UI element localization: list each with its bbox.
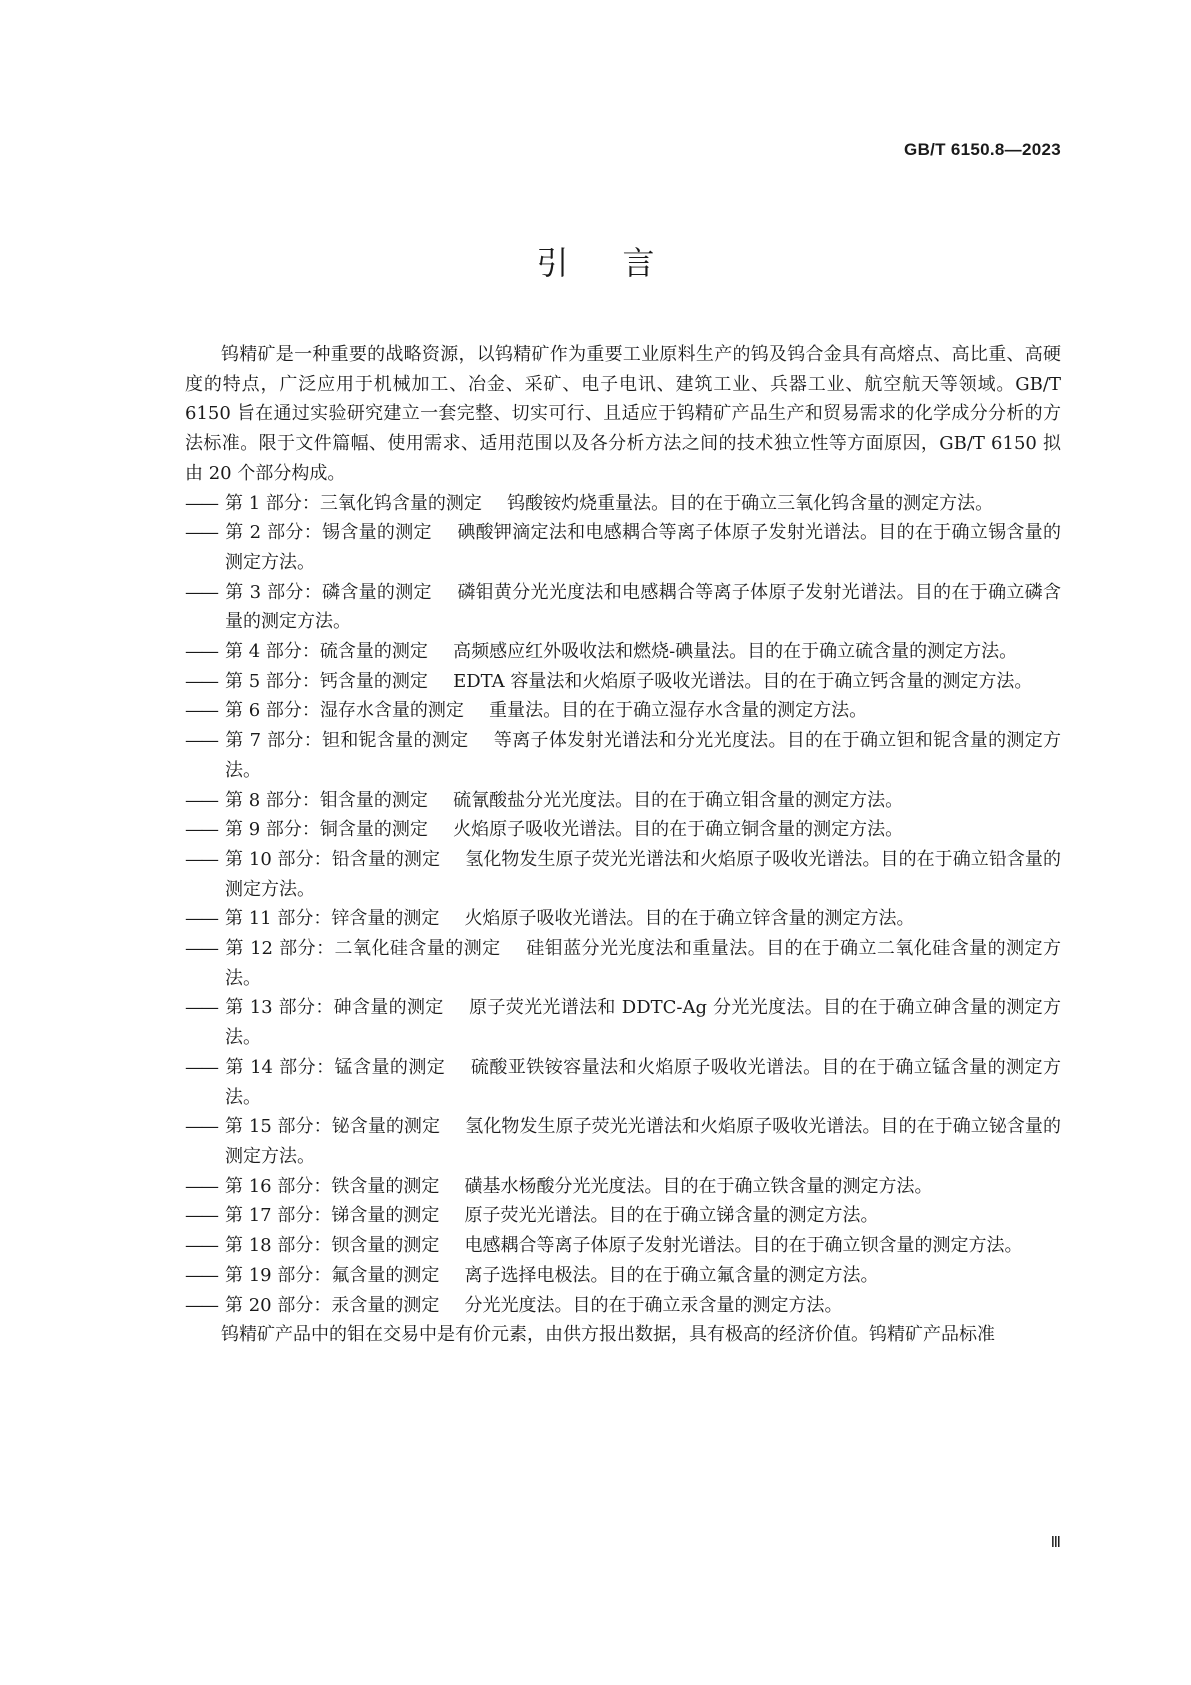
part-method: 等离子体发射光谱法和分光光度法。目的在于确立钽和铌含量的测定方法。 bbox=[225, 730, 1061, 781]
part-heading: 第 9 部分：铜含量的测定 bbox=[225, 819, 428, 841]
dash-marker: —— bbox=[185, 997, 217, 1019]
part-method: 氢化物发生原子荧光光谱法和火焰原子吸收光谱法。目的在于确立铋含量的测定方法。 bbox=[225, 1116, 1061, 1167]
dash-marker: —— bbox=[185, 789, 217, 811]
part-method: 原子荧光光谱法。目的在于确立锑含量的测定方法。 bbox=[464, 1205, 879, 1227]
part-method: 火焰原子吸收光谱法。目的在于确立锌含量的测定方法。 bbox=[464, 908, 915, 930]
part-heading: 第 13 部分：砷含量的测定 bbox=[225, 997, 444, 1019]
dash-marker: —— bbox=[185, 670, 217, 692]
part-item bbox=[185, 786, 1061, 816]
part-heading: 第 19 部分：氟含量的测定 bbox=[225, 1264, 440, 1286]
part-item bbox=[185, 1261, 1061, 1291]
part-method: 离子选择电极法。目的在于确立氟含量的测定方法。 bbox=[464, 1264, 879, 1286]
dash-marker: —— bbox=[185, 1264, 217, 1286]
document-body bbox=[185, 340, 1061, 1350]
part-heading: 第 18 部分：钡含量的测定 bbox=[225, 1235, 440, 1257]
part-item bbox=[185, 1201, 1061, 1231]
part-item bbox=[185, 1112, 1061, 1171]
dash-marker: —— bbox=[185, 1294, 217, 1316]
part-heading: 第 11 部分：锌含量的测定 bbox=[225, 908, 440, 930]
dash-marker: —— bbox=[185, 1175, 217, 1197]
part-heading: 第 3 部分：磷含量的测定 bbox=[225, 581, 432, 603]
dash-marker: —— bbox=[185, 522, 217, 544]
dash-marker: —— bbox=[185, 938, 217, 960]
part-method: 磺基水杨酸分光光度法。目的在于确立铁含量的测定方法。 bbox=[464, 1175, 933, 1197]
part-heading: 第 15 部分：铋含量的测定 bbox=[225, 1116, 441, 1138]
part-item bbox=[185, 993, 1061, 1052]
dash-marker: —— bbox=[185, 641, 217, 663]
part-item bbox=[185, 667, 1061, 697]
dash-marker: —— bbox=[185, 1205, 217, 1227]
dash-marker: —— bbox=[185, 1116, 217, 1138]
part-method: 火焰原子吸收光谱法。目的在于确立铜含量的测定方法。 bbox=[453, 819, 904, 841]
part-heading: 第 7 部分：钽和铌含量的测定 bbox=[225, 730, 469, 752]
part-method: 硫氰酸盐分光光度法。目的在于确立钼含量的测定方法。 bbox=[453, 789, 904, 811]
part-method: 重量法。目的在于确立湿存水含量的测定方法。 bbox=[489, 700, 868, 722]
part-method: EDTA 容量法和火焰原子吸收光谱法。目的在于确立钙含量的测定方法。 bbox=[453, 670, 1033, 692]
part-method: 原子荧光光谱法和 DDTC-Ag 分光光度法。目的在于确立砷含量的测定方法。 bbox=[225, 997, 1061, 1049]
page-number: Ⅲ bbox=[1050, 1533, 1061, 1551]
part-heading: 第 20 部分：汞含量的测定 bbox=[225, 1294, 440, 1316]
dash-marker: —— bbox=[185, 700, 217, 722]
dash-marker: —— bbox=[185, 1235, 217, 1257]
part-item bbox=[185, 637, 1061, 667]
part-item bbox=[185, 845, 1061, 904]
part-method: 分光光度法。目的在于确立汞含量的测定方法。 bbox=[464, 1294, 843, 1316]
dash-marker: —— bbox=[185, 581, 217, 603]
part-item bbox=[185, 696, 1061, 726]
part-item bbox=[185, 1231, 1061, 1261]
part-method: 钨酸铵灼烧重量法。目的在于确立三氧化钨含量的测定方法。 bbox=[507, 492, 994, 514]
part-method: 磷钼黄分光光度法和电感耦合等离子体原子发射光谱法。目的在于确立磷含量的测定方法。 bbox=[225, 581, 1061, 633]
dash-marker: —— bbox=[185, 492, 217, 514]
part-heading: 第 6 部分：湿存水含量的测定 bbox=[225, 700, 464, 722]
dash-marker: —— bbox=[185, 848, 217, 870]
part-item bbox=[185, 815, 1061, 845]
part-heading: 第 5 部分：钙含量的测定 bbox=[225, 670, 428, 692]
part-heading: 第 8 部分：钼含量的测定 bbox=[225, 789, 428, 811]
part-heading: 第 4 部分：硫含量的测定 bbox=[225, 641, 428, 663]
part-method: 氢化物发生原子荧光光谱法和火焰原子吸收光谱法。目的在于确立铅含量的测定方法。 bbox=[225, 848, 1061, 900]
dash-marker: —— bbox=[185, 819, 217, 841]
parts-list bbox=[185, 489, 1061, 1321]
page-title: 引言 bbox=[536, 244, 709, 282]
dash-marker: —— bbox=[185, 730, 217, 752]
part-method: 高频感应红外吸收法和燃烧-碘量法。目的在于确立硫含量的测定方法。 bbox=[453, 641, 1018, 663]
part-item bbox=[185, 1291, 1061, 1321]
part-item bbox=[185, 1172, 1061, 1202]
part-method: 电感耦合等离子体原子发射光谱法。目的在于确立钡含量的测定方法。 bbox=[464, 1235, 1023, 1257]
document-code: GB/T 6150.8—2023 bbox=[904, 140, 1061, 159]
part-item bbox=[185, 489, 1061, 519]
part-heading: 第 16 部分：铁含量的测定 bbox=[225, 1175, 440, 1197]
dash-marker: —— bbox=[185, 908, 217, 930]
part-item bbox=[185, 518, 1061, 577]
dash-marker: —— bbox=[185, 1056, 217, 1078]
closing-paragraph: 钨精矿产品中的钼在交易中是有价元素，由供方报出数据，具有极高的经济价值。钨精矿产品标准 bbox=[221, 1324, 995, 1346]
part-item bbox=[185, 1053, 1061, 1112]
part-method: 硅钼蓝分光光度法和重量法。目的在于确立二氧化硅含量的测定方法。 bbox=[225, 938, 1061, 989]
part-heading: 第 2 部分：锡含量的测定 bbox=[225, 522, 432, 544]
intro-paragraph: 钨精矿是一种重要的战略资源，以钨精矿作为重要工业原料生产的钨及钨合金具有高熔点、高比重、高硬度的特点，广泛应用于机械加工、冶金、采矿、电子电讯、建筑工业、兵器工业、航空航天等领域。GB/T 6150 旨在通过实验研究建立一套完整、切实可行、且适应于钨精矿产品生产和贸易需求的化学成分分析的方法标准。限于文件篇幅、使用需求、适用范围以及各分析方法之间的技术独立性等方面原因，GB/T 6150 拟由 20 个部分构成。 bbox=[185, 344, 1061, 484]
part-heading: 第 12 部分：二氧化硅含量的测定 bbox=[225, 938, 501, 960]
part-item bbox=[185, 904, 1061, 934]
part-heading: 第 1 部分：三氧化钨含量的测定 bbox=[225, 492, 482, 514]
part-heading: 第 17 部分：锑含量的测定 bbox=[225, 1205, 440, 1227]
part-heading: 第 14 部分：锰含量的测定 bbox=[225, 1056, 446, 1078]
part-heading: 第 10 部分：铅含量的测定 bbox=[225, 848, 441, 870]
part-item bbox=[185, 934, 1061, 993]
part-method: 碘酸钾滴定法和电感耦合等离子体原子发射光谱法。目的在于确立锡含量的测定方法。 bbox=[225, 522, 1061, 573]
part-item bbox=[185, 726, 1061, 785]
part-item bbox=[185, 578, 1061, 637]
part-method: 硫酸亚铁铵容量法和火焰原子吸收光谱法。目的在于确立锰含量的测定方法。 bbox=[225, 1056, 1061, 1108]
